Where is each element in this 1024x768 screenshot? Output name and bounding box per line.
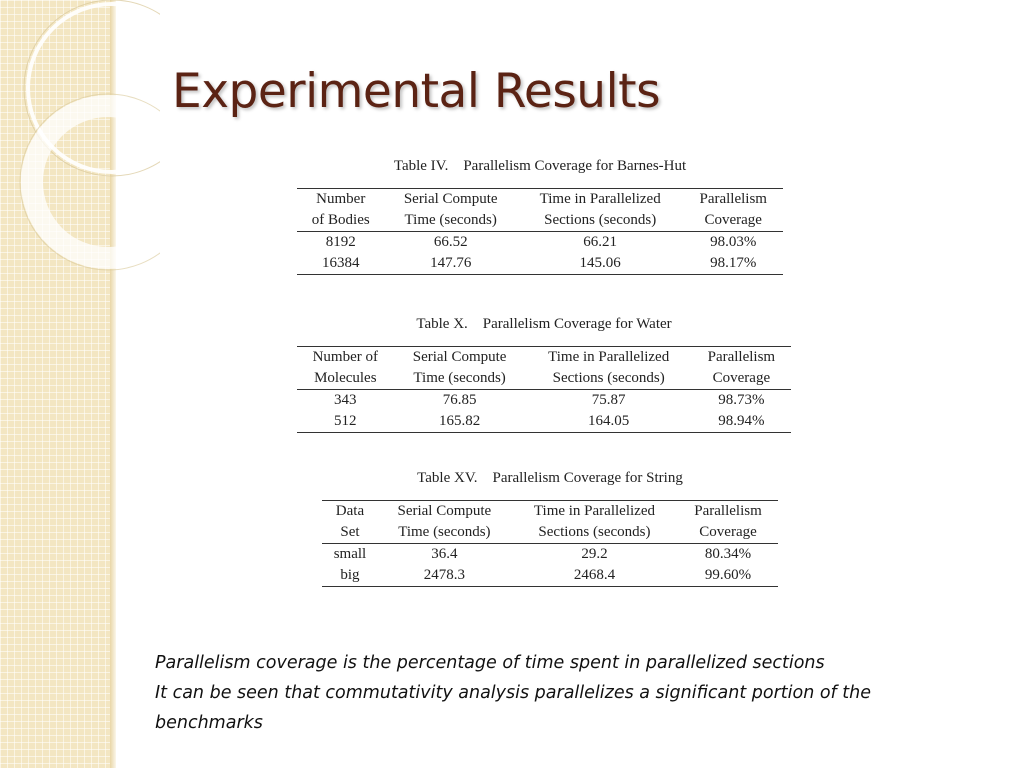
note-line: It can be seen that commutativity analysis parallelizes a significant portion of the benchmarks (155, 683, 872, 733)
table-barnes-hut (297, 158, 783, 275)
table-cell: 512 (334, 413, 357, 429)
column-header: Serial Compute Time (seconds) (403, 191, 498, 228)
slide-notes (155, 648, 955, 738)
table-cell: 165.82 (438, 413, 481, 429)
table-cell: 36.4 (431, 546, 458, 562)
table-cell: 98.94% (718, 413, 765, 429)
table-water (297, 316, 791, 433)
table-cell: 8192 (325, 234, 356, 250)
table-row (297, 232, 783, 254)
table-cell: 164.05 (588, 413, 630, 429)
table-cell: 66.21 (583, 234, 618, 250)
table-cell: 80.34% (704, 546, 752, 562)
data-table (322, 500, 778, 587)
table-row (297, 411, 791, 433)
column-header: Serial Compute Time (seconds) (397, 503, 492, 540)
column-header: Parallelism Coverage (707, 349, 776, 386)
table-caption: Table IV. Parallelism Coverage for Barnes-Hut (393, 158, 687, 174)
table-cell: 98.03% (710, 234, 757, 250)
decorative-rings (0, 0, 160, 300)
table-cell: 29.2 (581, 546, 608, 562)
table-cell: 98.73% (718, 392, 765, 408)
table-row (297, 390, 791, 412)
column-header: Data Set (335, 503, 365, 540)
table-row (297, 253, 783, 275)
column-header: Time in Parallelized Sections (seconds) (548, 349, 670, 386)
data-table (297, 346, 791, 433)
table-cell: small (333, 546, 367, 562)
slide-title: Experimental Results (172, 64, 661, 119)
table-row (322, 565, 778, 587)
table-cell: big (340, 567, 360, 583)
table-caption: Table X. Parallelism Coverage for Water (416, 316, 672, 332)
column-header: Parallelism Coverage (699, 191, 767, 228)
table-cell: 145.06 (579, 255, 621, 271)
column-header: Number of Bodies (311, 191, 370, 228)
column-header: Serial Compute Time (seconds) (412, 349, 507, 386)
table-caption: Table XV. Parallelism Coverage for String (417, 470, 683, 486)
table-cell: 76.85 (442, 392, 477, 408)
table-cell: 75.87 (591, 392, 626, 408)
table-cell: 99.60% (704, 567, 752, 583)
table-cell: 2468.4 (573, 567, 616, 583)
table-cell: 147.76 (430, 255, 472, 271)
table-cell: 2478.3 (423, 567, 465, 583)
column-header: Number of Molecules (312, 349, 378, 386)
column-header: Parallelism Coverage (694, 503, 762, 540)
column-header: Time in Parallelized Sections (seconds) (533, 503, 655, 540)
table-string (322, 470, 778, 587)
table-row (322, 544, 778, 566)
table-cell: 343 (334, 392, 357, 408)
table-cell: 98.17% (710, 255, 757, 271)
note-line: Parallelism coverage is the percentage of time spent in parallelized sections (155, 653, 825, 673)
table-cell: 66.52 (433, 234, 468, 250)
column-header: Time in Parallelized Sections (seconds) (539, 191, 661, 228)
data-table (297, 188, 783, 275)
table-cell: 16384 (322, 255, 360, 271)
